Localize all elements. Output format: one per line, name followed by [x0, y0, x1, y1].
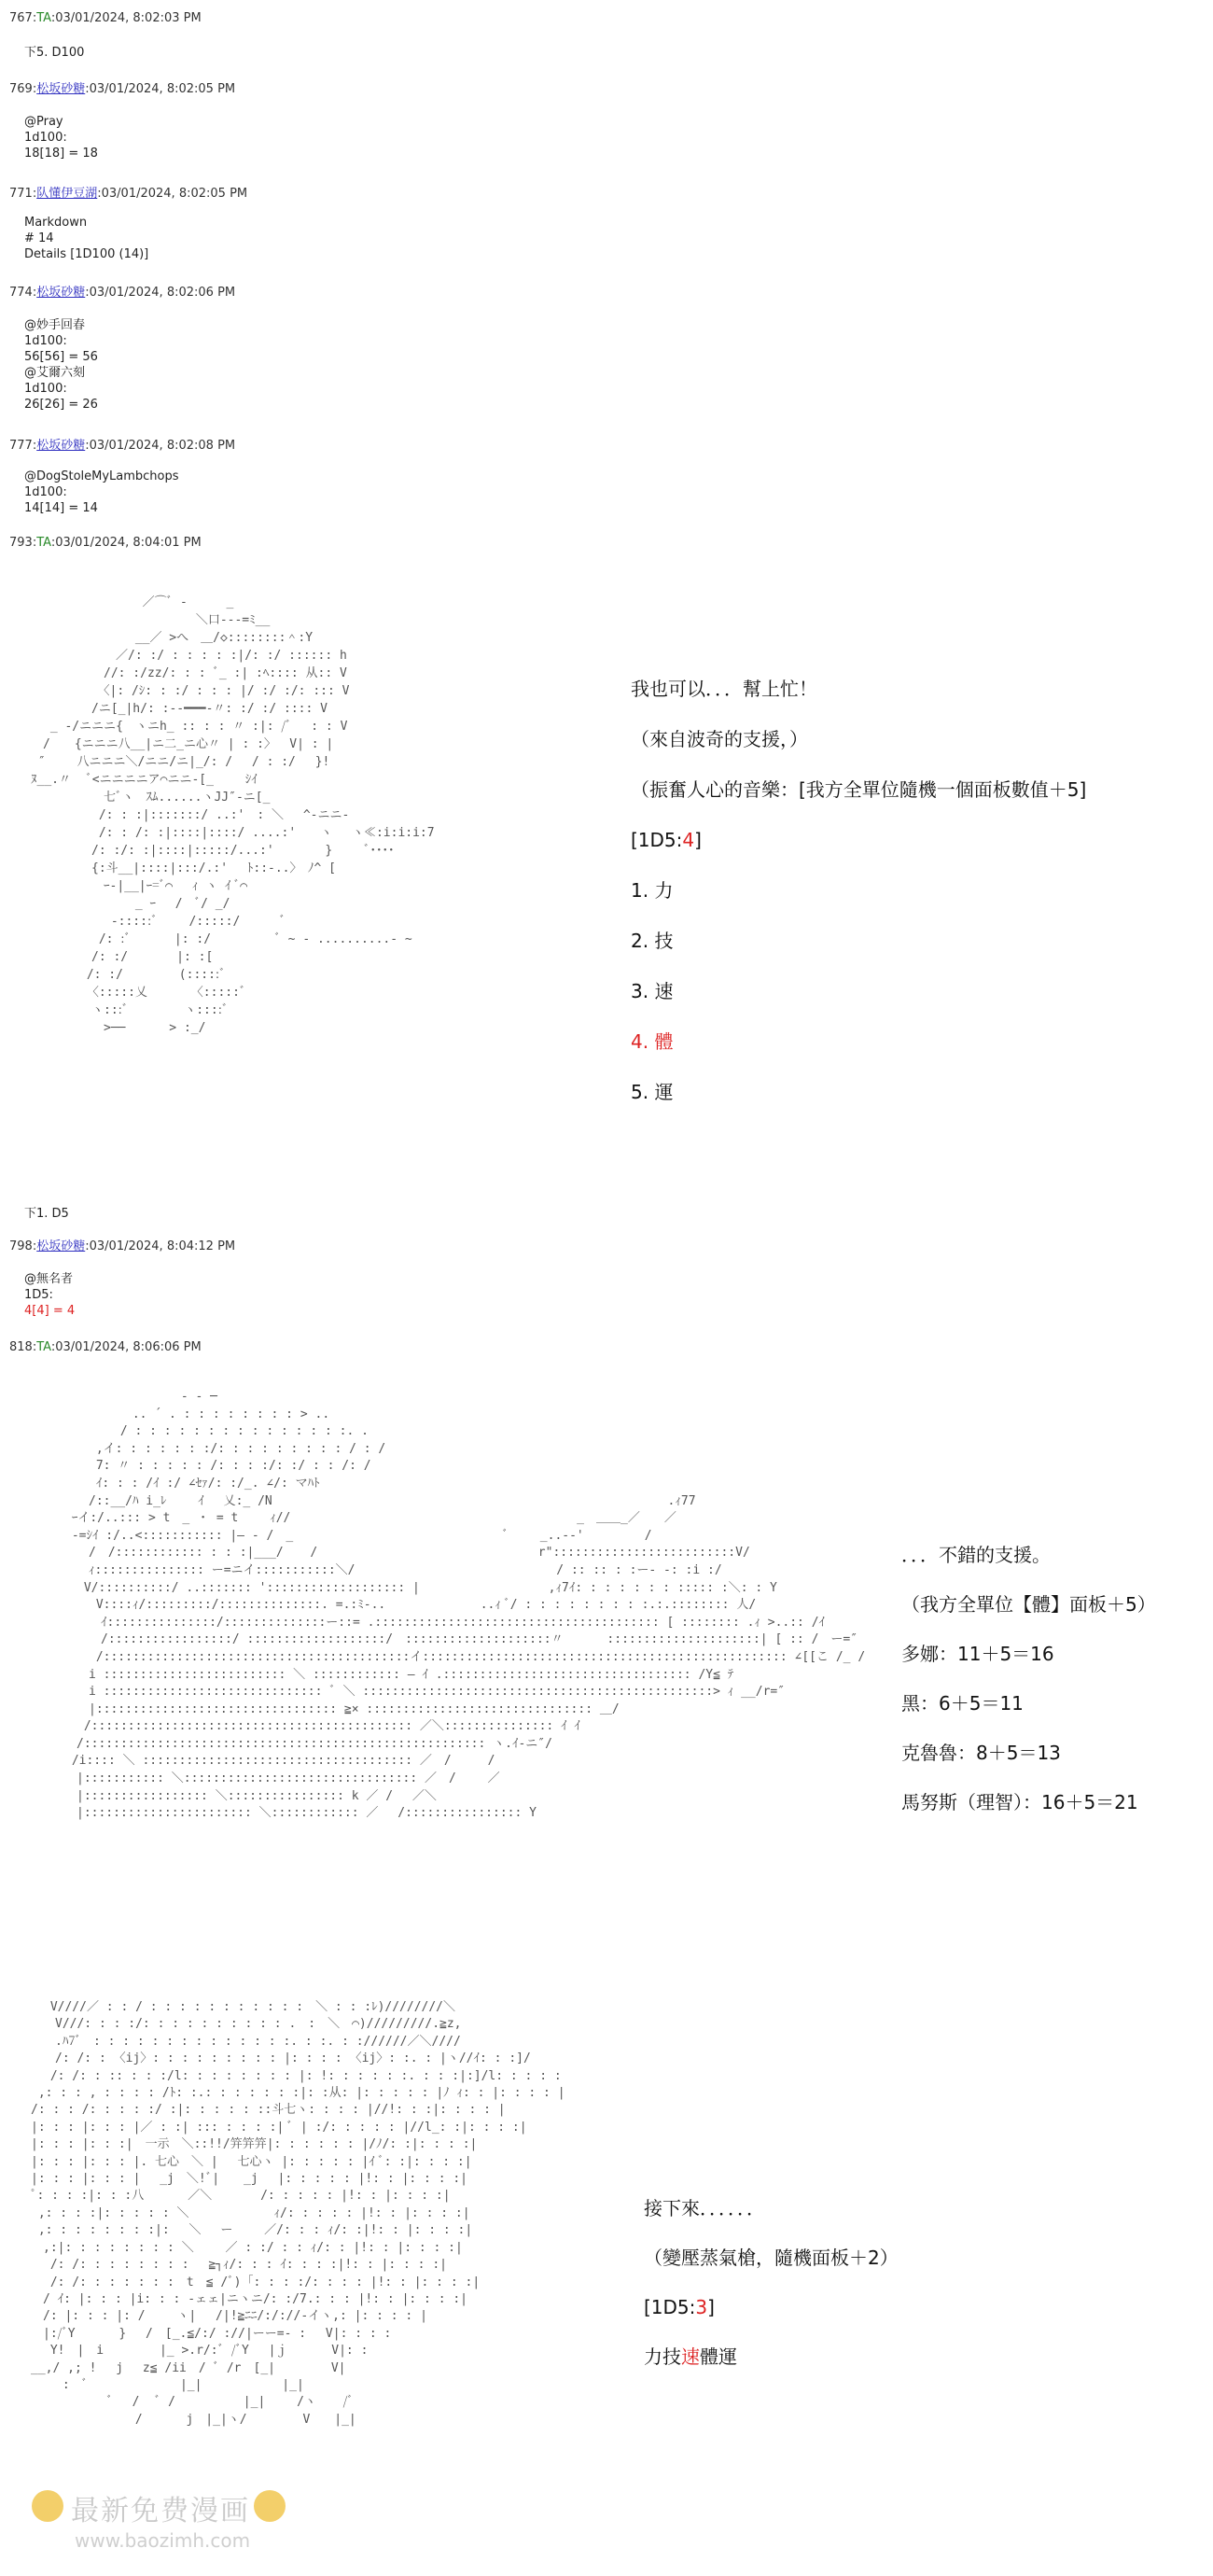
post-line: 1d100:: [24, 131, 67, 145]
watermark-icon: [254, 2490, 286, 2522]
post-date: 03/01/2024, 8:02:08 PM: [89, 439, 236, 453]
panel2-line: 馬努斯（理智）：16＋5＝21: [901, 1791, 1138, 1813]
post-line: @艾爾六刻: [24, 366, 86, 380]
post-date: 03/01/2024, 8:02:05 PM: [101, 187, 248, 201]
post-number: 767: [9, 11, 33, 25]
panel1-option-selected: 4. 體: [631, 1030, 674, 1053]
watermark-text: 最新免费漫画: [71, 2495, 250, 2527]
panel1-line: （振奮人心的音樂：[我方全單位隨機一個面板數值＋5]: [631, 778, 1087, 801]
post-line: 1D5:: [24, 1288, 53, 1302]
roll-suffix: ]: [707, 2296, 715, 2318]
post-header: 798:松坂砂糖:03/01/2024, 8:04:12 PM: [9, 1239, 236, 1253]
post-header: 818:TA:03/01/2024, 8:06:06 PM: [9, 1340, 202, 1354]
post-header: 777:松坂砂糖:03/01/2024, 8:02:08 PM: [9, 439, 236, 453]
panel2-text: [901, 1542, 1156, 1839]
roll-value: 4: [682, 829, 695, 851]
post-line: 56[56] = 56: [24, 350, 98, 364]
post-body: [24, 1206, 69, 1222]
panel1-option: 3. 速: [631, 980, 674, 1002]
panel2-line: ．．．不錯的支援。: [901, 1544, 1051, 1566]
post-line: 1d100:: [24, 485, 67, 499]
post-body: [24, 45, 84, 61]
poster-name[interactable]: TA: [36, 536, 51, 550]
post-body: [24, 1271, 75, 1319]
panel1-line: （來自波奇的支援，）: [631, 728, 808, 750]
panel3-stats: [644, 2344, 899, 2370]
poster-name[interactable]: TA: [36, 1340, 51, 1354]
watermark-icon: [32, 2490, 63, 2522]
watermark-url: www.baozimh.com: [75, 2529, 251, 2552]
panel1-option: 2. 技: [631, 930, 674, 952]
panel2-line: 克魯魯：8＋5＝13: [901, 1742, 1061, 1764]
post-line: 1d100:: [24, 382, 67, 396]
panel1-text: [631, 676, 1086, 1129]
ascii-art-figure-2: - ‐ ─ .. ´ . : : : : : : : : > .. / : : : : : : : : : : : : : : :. . ,イ: : : : : : :/: : : : : : : : : / : / 7: 〃 : : : : : /: : : :/: :/ : : /: / ｲ: : : /ｲ :/ ∠ｾｧ/: :/_. ∠/: マﾊﾄ /::__/ﾊ i_ﾚ ｲ 乂:_ /N .ｨ77 ｰイ:/..::: > t _ ・ = t ｨ// _ ＿＿_／ ／ -=ｼｲ :/..<::::::::::: |— - / _ ﾞ _..-‐' / / /:::::::::::: : : :|___/ / r":::::::::::::::::::::::::V/ ｨ::::::::::::::: ー=ニイ:::::::::::＼/ / :: :: : :ー- -: :i :/ V/::::::::::/ ..::::::: '::::::::::::::::::: | ,ｨ7ｲ: : : : : : : ::::: :＼: : Y V::::ｨ/:::::::::/::::::::::::::. =.:ﾐ-.. ..ｨ ﾞ/ : : : : : : : : :.:.:::::::: 人/ ｲ:::::::::::::::/::::::::::::::ー::= .::::::::::::::::::::::::::::::::::::::: [ :::::::: .ｨ >..:: /ｲ /:::::::::::::::::/ :::::::::::::::::::/ ::::::::::::::::::::〃 :::::::::::::::::::::| [ :: / ー=″ /::::::::::::::::::::::::::::::::::::::::::イ:::::::::::::::::::::::::::::::::::::::::::::::::: ∠[[こ /_ / i ::::::::::::::::::::::::: ＼ :::::::::::: — ｲ .:::::::::::::::::::::::::::::::::: /Y≦ ﾃ i :::::::::::::::::::::::::::::: ﾞ ＼ ::::::::::::::::::::::::::::::::::::::::::::::::> ｨ __/r=″ |::::::::::::::::::::::::::::::::: ≧× ::::::::::::::::::::::::::::::: ＿/ /:::::::::::::::::::::::::::::::::::::::::::: ／＼::::::::::::::: ｲ ｲ /::::::::::::::::::::::::::::::::::::::::::::::::::::::: ヽ.ｲ-ニ″/ /i:::: ＼ ::::::::::::::::::::::::::::::::::::: ／ / / |::::::::::: ＼:::::::::::::::::::::::::::::::: ／ / ／ |::::::::::::::::: ＼:::::::::::::::: k ／ / ／＼ |::::::::::::::::::::::: ＼:::::::::::: ／ /:::::::::::::::: Y: [71, 1390, 866, 1821]
poster-name[interactable]: 松坂砂糖: [36, 439, 86, 453]
post-date: 03/01/2024, 8:02:05 PM: [89, 82, 236, 96]
post-line: 26[26] = 26: [24, 398, 98, 412]
post-line: Markdown: [24, 216, 88, 230]
post-line: @無名者: [24, 1272, 74, 1286]
panel3-roll: [644, 2294, 899, 2320]
stat-label: 力: [644, 2345, 662, 2368]
poster-name[interactable]: 松坂砂糖: [36, 1239, 86, 1253]
post-number: 774: [9, 286, 33, 300]
post-body: [24, 469, 179, 516]
panel2-line: （我方全單位【體】面板＋5）: [901, 1593, 1156, 1616]
roll-prefix: [1D5:: [644, 2296, 696, 2318]
post-date: 03/01/2024, 8:04:01 PM: [55, 536, 202, 550]
post-date: 03/01/2024, 8:02:06 PM: [89, 286, 236, 300]
post-line: # 14: [24, 231, 54, 245]
panel3-line: （變壓蒸氣槍，隨機面板＋2）: [644, 2247, 899, 2269]
post-header: 774:松坂砂糖:03/01/2024, 8:02:06 PM: [9, 286, 236, 300]
stat-label: 技: [662, 2345, 681, 2368]
post-header: 771:队懂伊豆湖:03/01/2024, 8:02:05 PM: [9, 187, 248, 201]
post-date: 03/01/2024, 8:04:12 PM: [89, 1239, 236, 1253]
poster-name[interactable]: 松坂砂糖: [36, 286, 86, 300]
post-date: 03/01/2024, 8:06:06 PM: [55, 1340, 202, 1354]
post-header: 767:TA:03/01/2024, 8:02:03 PM: [9, 11, 202, 25]
stat-label: 運: [718, 2345, 737, 2368]
post-header: 769:松坂砂糖:03/01/2024, 8:02:05 PM: [9, 82, 236, 96]
post-number: 769: [9, 82, 33, 96]
roll-value: 3: [695, 2296, 708, 2318]
roll-prefix: [1D5:: [631, 829, 683, 851]
panel2-line: 多娜：11＋5＝16: [901, 1643, 1054, 1665]
post-line: 18[18] = 18: [24, 147, 98, 161]
post-line: 下1. D5: [24, 1207, 69, 1221]
post-line: Details [1D100 (14)]: [24, 247, 149, 261]
poster-name[interactable]: 队懂伊豆湖: [36, 187, 98, 201]
panel2-line: 黑：6＋5＝11: [901, 1692, 1024, 1715]
post-line: @妙手回春: [24, 318, 86, 332]
post-number: 798: [9, 1239, 33, 1253]
stat-label: 體: [700, 2345, 718, 2368]
post-date: 03/01/2024, 8:02:03 PM: [55, 11, 202, 25]
post-line: @DogStoleMyLambchops: [24, 469, 179, 483]
post-line: @Pray: [24, 115, 63, 129]
post-line: 1d100:: [24, 334, 67, 348]
ascii-art-figure-1: ／⌒ﾞ - _ ＼口---=ﾐ__ __／ >へ ＿/◇::::::::＾:Y ／/: :/ : : : : :|/: :/ :::::: h //: :/zz/: : : ﾞ_ :| :ﾍ:::: 从:: V 〈|: /ｼ: : :/ : : : |/ :/ :/: ::: V /ニ[_|h/: :--━━━-〃: :/ :/ :::: V _ -/ニニニ{ ヽニh_ :: : : 〃 :|: /ﾞ : : V / {ニニニ八__|ニ二_ニ心〃 | : :〉 V| : | ″ 八ニニニ＼/ニニ/ニ|_/: / / : :/ }! ﾇ__.〃 ﾞ<ニニニニア⌒ニニ-[_ ｼｲ 七ﾞヽ ｽﾑ......ヽJJ″-ニ[_ /: : :|:::::::/ ..:' : ＼ ^-ニニ- /: : /: :|::::|::::/ ....:' ヽ ヽ≪:i:i:i:7 /: :/: :|::::|:::::/...:' } ﾞ････ {:斗__|::::|:::/.:' ﾄ::-..〉 ﾉ^ [ ｰ-|__|ｰ=ﾞ⌒ ｨ ヽ ｲ ﾞ⌒ _ ｰ / ﾞ/ _/ -:::::ﾞ /:::::/ ﾞ /: :ﾞ |: :/ ﾞ ~ - ..........- ~ /: :/ |: :[ /: :/ (:::::ﾞ 〈:::::乂 〈:::::ﾞ ヽ:::ﾞ ヽ::::ﾞ >── > :_/: [31, 595, 435, 1035]
stat-label-selected: 速: [681, 2345, 700, 2368]
post-number: 793: [9, 536, 33, 550]
ascii-art-figure-3: V////／ : : / : : : : : : : : : : : ＼ : : :ﾚ)////////＼ V///: : : :/: : : : : : : : : : . : ＼ ⌒)/////////.≧z, .ﾊ7ﾞ : : : : : : : : : : : : : :. : :. : ://////／＼//// /: /: : 〈ij〉: : : : : : : : : |: : : : 〈ij〉: :. : |ヽ//ｲ: : :]/ /: /: : :: : : :/l: : : : : : : : |: !: : : : : :. : : :|:]/l: : : : : ,: : : , : : : : /ﾄ: :.: : : : : : :|: :从: |: : : : : |ﾉ ｨ: : |: : : : | /: : : /: : : : :/ :|: : : : : ::斗七ヽ: : : : |//!: : :|: : : : | |: : : |: : : |／ : :| ::: : : : :| ﾞ | :/: : : : : |//l_: :|: : : :| |: : : |: : :| 一示 ＼::!!/笄笄笄|: : : : : : |/ﾉ/: :|: : : :| |: : : |: : : |. 七心 ＼ | 七心ヽ |: : : : : |ｲ ﾞ: :|: : : :| |: : : |: : : | _j ＼!ﾞ| _j |: : : : : |!: : |: : : :| ﾟ: : : :|: : :八 ／＼ /: : : : : |!: : |: : : :| ,: : : :|: : : : : ＼ ｨ/: : : : : |!: : |: : : :| ,: : : : : : : :|: ＼ ー ／/: : : ｨ/: :|!: : |: : : :| ,:|: : : : : : : : ＼ ／ : :/ : : ｨ/: : |!: : |: : : :| /: /: : : : : : : : ≧┐ｨ/: : : ｲ: : : :|!: : |: : : :| /: /: : : : : : : t ≦ /ﾞ)「: : : :/: : : : |!: : |: : : :| / ｲ: |: : : |i: : : -ェェ|ニヽニ/: :/7.: : : |!: : |: : : :| /: |: : : |: / ヽ| /|!≧ﾆﾆ/:/://-イヽ,: |: : : : | |:/ﾞY } / [_.≦/:/ ://|ーー=- : V|: : : : Y! | i |_ >.r/:ﾞ /ﾞY |ｊ V|: : __,/ ,; ! j z≦ /ii / ﾞ /r [_| V| : ﾞ |_| |_| ﾞ / ﾞ / |_| /ヽ /ﾞ / j |_|ヽ/ V |_|: [31, 2000, 565, 2427]
post-body: [24, 317, 98, 413]
post-line: 14[14] = 14: [24, 501, 98, 515]
panel1-roll: [631, 827, 1086, 853]
post-body: [24, 215, 148, 262]
poster-name[interactable]: TA: [36, 11, 51, 25]
post-number: 818: [9, 1340, 33, 1354]
panel3-line: 接下來．．．．．．: [644, 2197, 765, 2219]
post-header: 793:TA:03/01/2024, 8:04:01 PM: [9, 536, 202, 550]
post-line: 下5. D100: [24, 46, 85, 60]
poster-name[interactable]: 松坂砂糖: [36, 82, 86, 96]
post-body: [24, 114, 98, 161]
panel3-text: [644, 2195, 899, 2393]
panel1-option: 5. 運: [631, 1081, 674, 1103]
post-number: 771: [9, 187, 33, 201]
panel1-option: 1. 力: [631, 879, 674, 902]
roll-suffix: ]: [694, 829, 702, 851]
panel1-line: 我也可以．．．幫上忙！: [631, 678, 817, 700]
dice-result: 4[4] = 4: [24, 1304, 76, 1318]
post-number: 777: [9, 439, 33, 453]
